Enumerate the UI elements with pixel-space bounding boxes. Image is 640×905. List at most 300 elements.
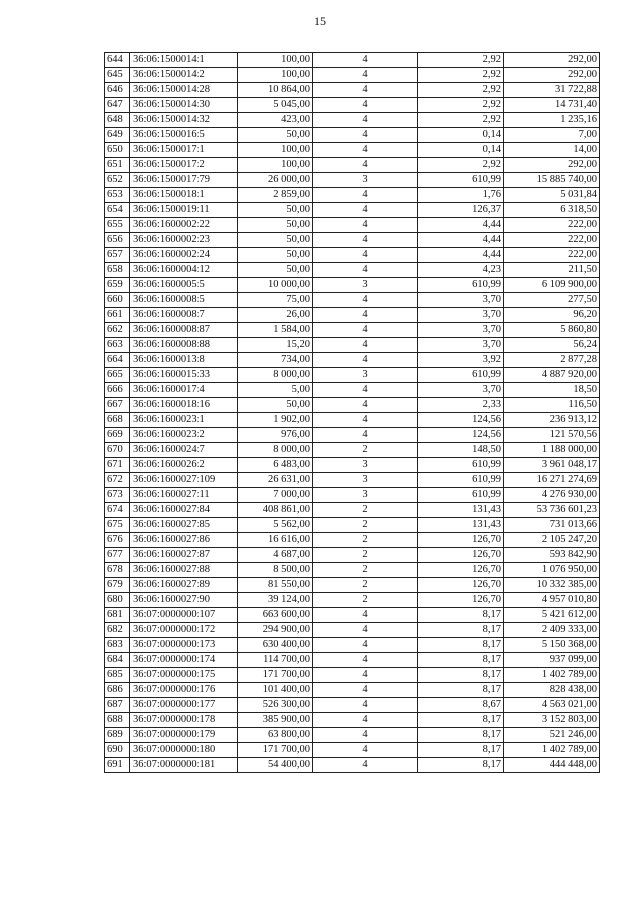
area-cell: 408 861,00	[238, 503, 313, 518]
area-cell: 630 400,00	[238, 638, 313, 653]
table-row	[105, 143, 600, 158]
total-value-cell: 211,50	[504, 263, 600, 278]
cadastral-number-cell: 36:06:1500014:2	[130, 68, 238, 83]
area-cell: 171 700,00	[238, 743, 313, 758]
category-cell: 4	[313, 203, 418, 218]
row-number-cell: 660	[105, 293, 130, 308]
total-value-cell: 5 150 368,00	[504, 638, 600, 653]
total-value-cell: 731 013,66	[504, 518, 600, 533]
area-cell: 5 045,00	[238, 98, 313, 113]
category-cell: 4	[313, 398, 418, 413]
cadastral-number-cell: 36:06:1600024:7	[130, 443, 238, 458]
area-cell: 6 483,00	[238, 458, 313, 473]
page-number: 15	[314, 14, 326, 28]
area-cell: 7 000,00	[238, 488, 313, 503]
cadastral-number-cell: 36:06:1600002:24	[130, 248, 238, 263]
category-cell: 4	[313, 728, 418, 743]
category-cell: 4	[313, 383, 418, 398]
area-cell: 734,00	[238, 353, 313, 368]
area-cell: 10 864,00	[238, 83, 313, 98]
category-cell: 2	[313, 518, 418, 533]
cadastral-number-cell: 36:07:0000000:179	[130, 728, 238, 743]
total-value-cell: 1 235,16	[504, 113, 600, 128]
row-number-cell: 674	[105, 503, 130, 518]
category-cell: 4	[313, 683, 418, 698]
category-cell: 4	[313, 188, 418, 203]
area-cell: 1 902,00	[238, 413, 313, 428]
area-cell: 39 124,00	[238, 593, 313, 608]
area-cell: 54 400,00	[238, 758, 313, 773]
total-value-cell: 2 409 333,00	[504, 623, 600, 638]
category-cell: 4	[313, 293, 418, 308]
cadastral-number-cell: 36:06:1500018:1	[130, 188, 238, 203]
category-cell: 4	[313, 608, 418, 623]
table-row	[105, 653, 600, 668]
rate-cell: 126,70	[418, 593, 504, 608]
category-cell: 4	[313, 158, 418, 173]
cadastral-number-cell: 36:07:0000000:172	[130, 623, 238, 638]
area-cell: 100,00	[238, 68, 313, 83]
category-cell: 3	[313, 488, 418, 503]
table-row	[105, 113, 600, 128]
rate-cell: 3,70	[418, 323, 504, 338]
cadastral-number-cell: 36:06:1500014:30	[130, 98, 238, 113]
total-value-cell: 1 402 789,00	[504, 668, 600, 683]
table-row	[105, 203, 600, 218]
rate-cell: 2,92	[418, 68, 504, 83]
rate-cell: 126,70	[418, 548, 504, 563]
row-number-cell: 672	[105, 473, 130, 488]
table-row	[105, 518, 600, 533]
cadastral-number-cell: 36:07:0000000:177	[130, 698, 238, 713]
category-cell: 4	[313, 248, 418, 263]
table-row	[105, 188, 600, 203]
total-value-cell: 521 246,00	[504, 728, 600, 743]
row-number-cell: 653	[105, 188, 130, 203]
row-number-cell: 685	[105, 668, 130, 683]
cadastral-number-cell: 36:07:0000000:173	[130, 638, 238, 653]
rate-cell: 610,99	[418, 473, 504, 488]
category-cell: 2	[313, 578, 418, 593]
rate-cell: 8,17	[418, 683, 504, 698]
row-number-cell: 677	[105, 548, 130, 563]
area-cell: 81 550,00	[238, 578, 313, 593]
row-number-cell: 678	[105, 563, 130, 578]
rate-cell: 610,99	[418, 458, 504, 473]
cadastral-number-cell: 36:07:0000000:178	[130, 713, 238, 728]
table-row	[105, 263, 600, 278]
total-value-cell: 7,00	[504, 128, 600, 143]
rate-cell: 610,99	[418, 173, 504, 188]
rate-cell: 610,99	[418, 488, 504, 503]
table-row	[105, 248, 600, 263]
category-cell: 4	[313, 653, 418, 668]
category-cell: 3	[313, 368, 418, 383]
area-cell: 75,00	[238, 293, 313, 308]
row-number-cell: 689	[105, 728, 130, 743]
table-row	[105, 713, 600, 728]
table-row	[105, 593, 600, 608]
total-value-cell: 222,00	[504, 218, 600, 233]
table-row	[105, 728, 600, 743]
table-row	[105, 218, 600, 233]
table-row	[105, 623, 600, 638]
table-row	[105, 668, 600, 683]
category-cell: 4	[313, 698, 418, 713]
table-row	[105, 398, 600, 413]
rate-cell: 131,43	[418, 503, 504, 518]
category-cell: 4	[313, 758, 418, 773]
area-cell: 663 600,00	[238, 608, 313, 623]
rate-cell: 610,99	[418, 278, 504, 293]
area-cell: 4 687,00	[238, 548, 313, 563]
category-cell: 4	[313, 143, 418, 158]
cadastral-number-cell: 36:06:1600027:90	[130, 593, 238, 608]
total-value-cell: 6 318,50	[504, 203, 600, 218]
table-row	[105, 758, 600, 773]
cadastral-number-cell: 36:06:1500014:28	[130, 83, 238, 98]
area-cell: 50,00	[238, 233, 313, 248]
total-value-cell: 277,50	[504, 293, 600, 308]
table-row	[105, 488, 600, 503]
area-cell: 114 700,00	[238, 653, 313, 668]
area-cell: 50,00	[238, 398, 313, 413]
area-cell: 526 300,00	[238, 698, 313, 713]
cadastral-number-cell: 36:06:1600013:8	[130, 353, 238, 368]
row-number-cell: 680	[105, 593, 130, 608]
rate-cell: 2,92	[418, 98, 504, 113]
total-value-cell: 1 188 000,00	[504, 443, 600, 458]
table-row	[105, 638, 600, 653]
area-cell: 10 000,00	[238, 278, 313, 293]
area-cell: 294 900,00	[238, 623, 313, 638]
total-value-cell: 116,50	[504, 398, 600, 413]
area-cell: 101 400,00	[238, 683, 313, 698]
category-cell: 3	[313, 278, 418, 293]
category-cell: 4	[313, 233, 418, 248]
total-value-cell: 2 877,28	[504, 353, 600, 368]
area-cell: 50,00	[238, 248, 313, 263]
category-cell: 4	[313, 263, 418, 278]
row-number-cell: 667	[105, 398, 130, 413]
total-value-cell: 236 913,12	[504, 413, 600, 428]
row-number-cell: 655	[105, 218, 130, 233]
area-cell: 100,00	[238, 143, 313, 158]
row-number-cell: 683	[105, 638, 130, 653]
total-value-cell: 1 076 950,00	[504, 563, 600, 578]
cadastral-number-cell: 36:06:1600002:23	[130, 233, 238, 248]
row-number-cell: 649	[105, 128, 130, 143]
rate-cell: 148,50	[418, 443, 504, 458]
cadastral-number-cell: 36:06:1500019:11	[130, 203, 238, 218]
cadastral-number-cell: 36:06:1600023:2	[130, 428, 238, 443]
category-cell: 2	[313, 548, 418, 563]
rate-cell: 2,92	[418, 158, 504, 173]
row-number-cell: 669	[105, 428, 130, 443]
rate-cell: 4,23	[418, 263, 504, 278]
rate-cell: 2,92	[418, 113, 504, 128]
total-value-cell: 5 421 612,00	[504, 608, 600, 623]
rate-cell: 8,17	[418, 608, 504, 623]
cadastral-number-cell: 36:06:1600008:7	[130, 308, 238, 323]
cadastral-number-cell: 36:07:0000000:174	[130, 653, 238, 668]
category-cell: 3	[313, 173, 418, 188]
area-cell: 8 000,00	[238, 368, 313, 383]
category-cell: 4	[313, 413, 418, 428]
rate-cell: 124,56	[418, 413, 504, 428]
cadastral-number-cell: 36:06:1600027:87	[130, 548, 238, 563]
rate-cell: 2,33	[418, 398, 504, 413]
area-cell: 50,00	[238, 128, 313, 143]
cadastral-number-cell: 36:07:0000000:181	[130, 758, 238, 773]
cadastral-number-cell: 36:06:1600023:1	[130, 413, 238, 428]
cadastral-number-cell: 36:06:1500014:32	[130, 113, 238, 128]
rate-cell: 610,99	[418, 368, 504, 383]
table-row	[105, 413, 600, 428]
row-number-cell: 691	[105, 758, 130, 773]
row-number-cell: 661	[105, 308, 130, 323]
cadastral-number-cell: 36:07:0000000:107	[130, 608, 238, 623]
row-number-cell: 676	[105, 533, 130, 548]
total-value-cell: 292,00	[504, 53, 600, 68]
row-number-cell: 679	[105, 578, 130, 593]
category-cell: 4	[313, 83, 418, 98]
row-number-cell: 664	[105, 353, 130, 368]
cadastral-number-cell: 36:06:1500017:1	[130, 143, 238, 158]
area-cell: 171 700,00	[238, 668, 313, 683]
rate-cell: 2,92	[418, 53, 504, 68]
row-number-cell: 647	[105, 98, 130, 113]
row-number-cell: 663	[105, 338, 130, 353]
total-value-cell: 5 860,80	[504, 323, 600, 338]
total-value-cell: 4 887 920,00	[504, 368, 600, 383]
total-value-cell: 292,00	[504, 68, 600, 83]
total-value-cell: 16 271 274,69	[504, 473, 600, 488]
total-value-cell: 5 031,84	[504, 188, 600, 203]
table-row	[105, 83, 600, 98]
table-row	[105, 698, 600, 713]
total-value-cell: 6 109 900,00	[504, 278, 600, 293]
area-cell: 100,00	[238, 53, 313, 68]
cadastral-number-cell: 36:06:1600027:109	[130, 473, 238, 488]
row-number-cell: 665	[105, 368, 130, 383]
cadastral-number-cell: 36:06:1500017:79	[130, 173, 238, 188]
row-number-cell: 675	[105, 518, 130, 533]
table-row	[105, 428, 600, 443]
table-row	[105, 158, 600, 173]
cadastral-number-cell: 36:06:1600008:5	[130, 293, 238, 308]
row-number-cell: 657	[105, 248, 130, 263]
table-row	[105, 53, 600, 68]
rate-cell: 126,70	[418, 578, 504, 593]
total-value-cell: 222,00	[504, 248, 600, 263]
category-cell: 4	[313, 323, 418, 338]
category-cell: 4	[313, 623, 418, 638]
row-number-cell: 681	[105, 608, 130, 623]
rate-cell: 1,76	[418, 188, 504, 203]
total-value-cell: 2 105 247,20	[504, 533, 600, 548]
total-value-cell: 4 276 930,00	[504, 488, 600, 503]
table-row	[105, 293, 600, 308]
row-number-cell: 682	[105, 623, 130, 638]
cadastral-number-cell: 36:06:1600027:11	[130, 488, 238, 503]
total-value-cell: 96,20	[504, 308, 600, 323]
total-value-cell: 31 722,88	[504, 83, 600, 98]
cadastral-number-cell: 36:06:1600002:22	[130, 218, 238, 233]
total-value-cell: 121 570,56	[504, 428, 600, 443]
total-value-cell: 4 957 010,80	[504, 593, 600, 608]
cadastral-number-cell: 36:06:1600027:84	[130, 503, 238, 518]
rate-cell: 126,37	[418, 203, 504, 218]
table-row	[105, 353, 600, 368]
table-row	[105, 308, 600, 323]
row-number-cell: 673	[105, 488, 130, 503]
category-cell: 2	[313, 503, 418, 518]
table-row	[105, 563, 600, 578]
cadastral-number-cell: 36:06:1500017:2	[130, 158, 238, 173]
category-cell: 4	[313, 668, 418, 683]
rate-cell: 126,70	[418, 563, 504, 578]
rate-cell: 4,44	[418, 218, 504, 233]
row-number-cell: 666	[105, 383, 130, 398]
total-value-cell: 3 152 803,00	[504, 713, 600, 728]
table-row	[105, 233, 600, 248]
rate-cell: 8,67	[418, 698, 504, 713]
total-value-cell: 828 438,00	[504, 683, 600, 698]
row-number-cell: 656	[105, 233, 130, 248]
row-number-cell: 650	[105, 143, 130, 158]
area-cell: 100,00	[238, 158, 313, 173]
cadastral-number-cell: 36:06:1600027:85	[130, 518, 238, 533]
area-cell: 385 900,00	[238, 713, 313, 728]
cadastral-number-cell: 36:06:1600015:33	[130, 368, 238, 383]
rate-cell: 3,70	[418, 308, 504, 323]
area-cell: 50,00	[238, 263, 313, 278]
area-cell: 2 859,00	[238, 188, 313, 203]
area-cell: 50,00	[238, 218, 313, 233]
category-cell: 4	[313, 68, 418, 83]
table-row	[105, 368, 600, 383]
rate-cell: 8,17	[418, 668, 504, 683]
total-value-cell: 1 402 789,00	[504, 743, 600, 758]
table-row	[105, 533, 600, 548]
area-cell: 1 584,00	[238, 323, 313, 338]
category-cell: 4	[313, 53, 418, 68]
cadastral-number-cell: 36:06:1500016:5	[130, 128, 238, 143]
row-number-cell: 662	[105, 323, 130, 338]
rate-cell: 126,70	[418, 533, 504, 548]
table-row	[105, 503, 600, 518]
rate-cell: 0,14	[418, 143, 504, 158]
cadastral-table	[104, 52, 600, 773]
cadastral-number-cell: 36:06:1600008:87	[130, 323, 238, 338]
table-row	[105, 443, 600, 458]
cadastral-number-cell: 36:06:1600027:88	[130, 563, 238, 578]
total-value-cell: 222,00	[504, 233, 600, 248]
rate-cell: 3,70	[418, 338, 504, 353]
category-cell: 3	[313, 473, 418, 488]
table-row	[105, 743, 600, 758]
cadastral-number-cell: 36:06:1600027:89	[130, 578, 238, 593]
total-value-cell: 15 885 740,00	[504, 173, 600, 188]
area-cell: 976,00	[238, 428, 313, 443]
cadastral-number-cell: 36:06:1600004:12	[130, 263, 238, 278]
rate-cell: 3,70	[418, 293, 504, 308]
total-value-cell: 937 099,00	[504, 653, 600, 668]
total-value-cell: 3 961 048,17	[504, 458, 600, 473]
cadastral-number-cell: 36:06:1600008:88	[130, 338, 238, 353]
cadastral-number-cell: 36:06:1600005:5	[130, 278, 238, 293]
cadastral-number-cell: 36:07:0000000:176	[130, 683, 238, 698]
area-cell: 16 616,00	[238, 533, 313, 548]
row-number-cell: 652	[105, 173, 130, 188]
rate-cell: 8,17	[418, 743, 504, 758]
total-value-cell: 4 563 021,00	[504, 698, 600, 713]
total-value-cell: 14 731,40	[504, 98, 600, 113]
cadastral-number-cell: 36:07:0000000:175	[130, 668, 238, 683]
category-cell: 3	[313, 458, 418, 473]
row-number-cell: 671	[105, 458, 130, 473]
rate-cell: 8,17	[418, 638, 504, 653]
row-number-cell: 654	[105, 203, 130, 218]
row-number-cell: 658	[105, 263, 130, 278]
row-number-cell: 670	[105, 443, 130, 458]
category-cell: 4	[313, 743, 418, 758]
total-value-cell: 18,50	[504, 383, 600, 398]
row-number-cell: 668	[105, 413, 130, 428]
category-cell: 2	[313, 593, 418, 608]
total-value-cell: 292,00	[504, 158, 600, 173]
total-value-cell: 53 736 601,23	[504, 503, 600, 518]
table-row	[105, 578, 600, 593]
table-row	[105, 278, 600, 293]
table-row	[105, 68, 600, 83]
area-cell: 5,00	[238, 383, 313, 398]
area-cell: 50,00	[238, 203, 313, 218]
rate-cell: 4,44	[418, 233, 504, 248]
rate-cell: 124,56	[418, 428, 504, 443]
rate-cell: 8,17	[418, 728, 504, 743]
category-cell: 4	[313, 428, 418, 443]
table-row	[105, 608, 600, 623]
total-value-cell: 444 448,00	[504, 758, 600, 773]
table-body	[105, 53, 600, 773]
cadastral-number-cell: 36:06:1500014:1	[130, 53, 238, 68]
area-cell: 26,00	[238, 308, 313, 323]
rate-cell: 131,43	[418, 518, 504, 533]
rate-cell: 8,17	[418, 653, 504, 668]
table-row	[105, 683, 600, 698]
category-cell: 4	[313, 638, 418, 653]
table-row	[105, 473, 600, 488]
total-value-cell: 14,00	[504, 143, 600, 158]
row-number-cell: 644	[105, 53, 130, 68]
total-value-cell: 10 332 385,00	[504, 578, 600, 593]
table-row	[105, 458, 600, 473]
row-number-cell: 686	[105, 683, 130, 698]
area-cell: 8 500,00	[238, 563, 313, 578]
category-cell: 4	[313, 113, 418, 128]
row-number-cell: 646	[105, 83, 130, 98]
category-cell: 4	[313, 713, 418, 728]
row-number-cell: 688	[105, 713, 130, 728]
row-number-cell: 651	[105, 158, 130, 173]
cadastral-number-cell: 36:07:0000000:180	[130, 743, 238, 758]
category-cell: 4	[313, 308, 418, 323]
table-row	[105, 128, 600, 143]
area-cell: 5 562,00	[238, 518, 313, 533]
table-row	[105, 548, 600, 563]
